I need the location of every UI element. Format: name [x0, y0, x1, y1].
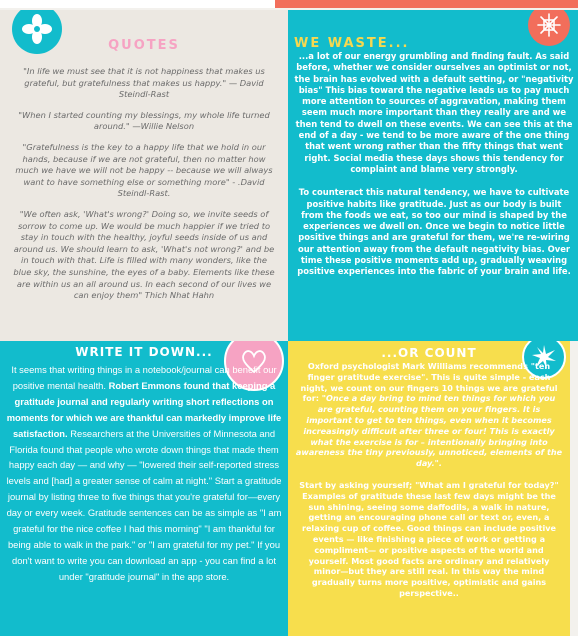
quote-item: "We often ask, 'What's wrong?' Doing so, we invite seeds of sorrow to come up. We would be much happier if we tried to stay in touch with the healthy, joyful seeds inside of us and around us. We should learn to ask, 'What's not wrong?' and be in touch with that. Life is filled with many wonders, like the blue sky, the sunshine, the eyes of a baby. Elements like these are within us an all around us. In each second of our lives we can enjoy them" Thich Nhat Hahn [13, 208, 275, 301]
quote-item: "In life we must see that it is not happiness that makes us grateful, but gratefulness that makes us happy." — David Steindl-Rast [23, 66, 265, 100]
right-edge [570, 341, 578, 636]
quotes-panel [0, 10, 288, 341]
write-panel [0, 341, 288, 636]
quote-item: "Gratefulness is the key to a happy life that we hold in our hands, because if we are not grateful, then no matter how much we have we will not be happy -- because we will always want to have something else or something more" - .David Steindl-Rast. [15, 141, 273, 199]
write-rest: Researchers at the Universities of Minnesota and Florida found that people who wrote down things that made them happy each day — and why — "lowered their self-reported stress levels and [had] a greater sense of calm at night." Start a gratitude journal by listing three to five things that you're grateful for—every day or every week. Gratitude sentences can be as simple as "I am grateful for the nice coffee I had this morning" "I am thankful for being able to walk in the park." or "I am grateful for my pet." If you don't want to write you can download an app - you can find a lot under "gratitude journal" in the app store. [6, 427, 282, 582]
write-body [6, 362, 282, 585]
write-intro: It seems that writing things in a notebook/journal can benefit our positive mental health. [11, 364, 277, 391]
waste-paragraph: ...a lot of our energy grumbling and finding fault. As said before, whether we consider ourselves an optimist or not, the brain has evolved with a default setting, or "negativity bias" This bias toward the negative leads us to pay much more attention to sources of aggravation, making them seem much more important than they really are and we then tend to dwell on these events. We can see this at the end of a day - we tend to be more aware of the one thing that went wrong rather than the fifty things that went right. Social media these days shows this tendency for complaint and blame very strongly. [294, 51, 574, 174]
count-italic: "Once a day bring to mind ten things for which you are grateful, counting them on your fingers. It is important to get to ten things, even when it becomes increasingly difficult after three or four! This is exactly what the exercise is for – intentionally bringing into awareness the tiny previously, unnoticed, elements of the day.". [295, 393, 563, 469]
quote-item: "When I started counting my blessings, my whole life turned around." —Willie Nelson [18, 109, 270, 132]
count-intro: Oxford psychologist Mark Williams recommends "ten finger gratitude exercise". This is quite simple - each night, we count on our fingers 10 things we are grateful for: [300, 361, 558, 404]
waste-body [294, 51, 574, 290]
count-body [294, 361, 564, 610]
count-paragraph [294, 361, 564, 469]
write-title: WRITE IT DOWN... [75, 345, 213, 359]
count-paragraph: Start by asking yourself; "What am I grateful for today?" Examples of gratitude these last few days might be the sun shining, seeing some daffodils, a walk in nature, getting an encouraging phone call or text or, even, a relaxing cup of coffee. Good things can include positive events — like finishing a piece of work or getting a compliment— or positive aspects of the world and yourself. Most good facts are ordinary and relatively minor—but they are still real. In this way the mind gradually turns more positive, optimistic and gains perspective.. [299, 479, 559, 598]
waste-title: WE WASTE... [294, 36, 410, 51]
quotes-title: QUOTES [108, 38, 180, 53]
count-panel [288, 341, 570, 636]
quote-list [12, 66, 276, 311]
waste-panel [288, 10, 578, 341]
write-highlight: Robert Emmons found that keeping a gratitude journal and regularly writing short reflections on moments for which we are thankful can markedly improve life satisfaction. [6, 379, 282, 439]
count-title: ...OR COUNT [381, 346, 477, 360]
starburst-icon [528, 10, 570, 46]
top-accent-bar [275, 0, 578, 8]
waste-paragraph: To counteract this natural tendency, we have to cultivate positive habits like gratitude. Just as our body is built from the foods we eat, so too our mind is shaped by the experiences we dwell on. Once we begin to notice little positive things and are grateful for them, we're re-wiring our attention away from the default negativity bias. Over time these positive moments add up, gradually weaving positive experiences into the fabric of your brain and life. [297, 187, 571, 277]
